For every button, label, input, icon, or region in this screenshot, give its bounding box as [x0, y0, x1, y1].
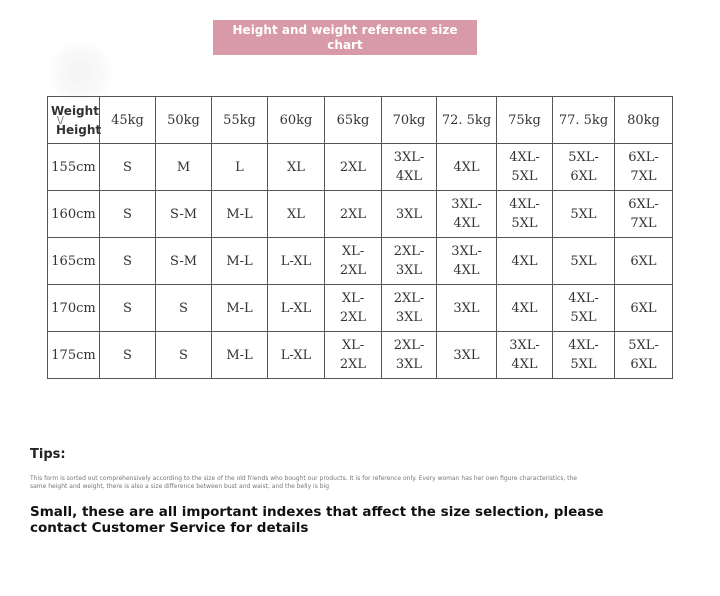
size-value: 3XL- 4XL — [393, 150, 425, 184]
size-cell — [382, 238, 437, 285]
size-value: M-L — [226, 206, 253, 222]
size-cell — [615, 332, 673, 379]
size-cell — [325, 191, 382, 238]
size-chart-table — [47, 96, 673, 379]
size-value: S — [123, 206, 132, 222]
size-value: 4XL — [511, 253, 538, 269]
size-cell — [212, 144, 268, 191]
size-value: S — [123, 300, 132, 316]
chart-title: Height and weight reference size chart — [232, 23, 458, 52]
size-cell — [497, 144, 553, 191]
size-cell — [100, 332, 156, 379]
size-value: XL- 2XL — [339, 338, 367, 372]
chart-title-banner — [213, 20, 477, 55]
weight-header-cell: 55kg — [212, 97, 268, 144]
size-value: 4XL — [453, 159, 480, 175]
header-row — [48, 97, 673, 144]
weight-header-cell: 65kg — [325, 97, 382, 144]
size-cell — [553, 144, 615, 191]
size-cell — [615, 191, 673, 238]
size-cell — [325, 238, 382, 285]
size-cell — [497, 332, 553, 379]
weight-header-cell: 75kg — [497, 97, 553, 144]
size-value: XL — [287, 206, 305, 222]
weight-header-cell: 45kg — [100, 97, 156, 144]
size-value: M — [176, 159, 191, 175]
size-cell — [497, 285, 553, 332]
size-value: 4XL — [511, 300, 538, 316]
height-label-cell: 160cm — [48, 191, 100, 238]
height-label-cell: 155cm — [48, 144, 100, 191]
weight-header-cell: 77. 5kg — [553, 97, 615, 144]
size-value: 3XL- 4XL — [451, 244, 482, 278]
weight-header-cell: 70kg — [382, 97, 437, 144]
size-value: 2XL- 3XL — [393, 244, 425, 278]
size-value: 6XL — [630, 253, 657, 269]
size-cell — [100, 285, 156, 332]
table-row — [48, 238, 673, 285]
size-cell — [553, 238, 615, 285]
size-value: M-L — [226, 300, 253, 316]
size-cell — [382, 285, 437, 332]
size-value: 6XL — [630, 300, 657, 316]
size-cell — [382, 144, 437, 191]
size-cell — [156, 144, 212, 191]
size-cell — [268, 332, 325, 379]
size-cell — [382, 332, 437, 379]
size-cell — [325, 144, 382, 191]
size-cell — [212, 332, 268, 379]
size-value: S-M — [169, 206, 198, 222]
size-value: 4XL- 5XL — [509, 197, 540, 231]
weight-header-cell: 60kg — [268, 97, 325, 144]
size-value: 2XL — [339, 159, 367, 175]
size-cell — [268, 238, 325, 285]
size-cell — [437, 285, 497, 332]
size-cell — [325, 332, 382, 379]
size-cell — [437, 191, 497, 238]
size-value: 5XL- 6XL — [628, 338, 659, 372]
size-cell — [437, 332, 497, 379]
table-row — [48, 191, 673, 238]
size-value: M-L — [226, 347, 253, 363]
size-value: 2XL- 3XL — [393, 338, 425, 372]
size-cell — [100, 238, 156, 285]
size-value: 4XL- 5XL — [509, 150, 540, 184]
decorative-halo — [44, 42, 118, 104]
size-cell — [268, 285, 325, 332]
corner-height-label: Height — [56, 122, 102, 137]
size-value: S — [123, 159, 132, 175]
size-value: XL — [287, 159, 305, 175]
tips-fine-print: This form is sorted out comprehensively according to the size of the old friends who bought our products. It is for reference only. Every woman has her own figure characteristics, the same height and weight, there is also a size difference between bust and waist, and the belly is big — [30, 475, 578, 490]
size-cell — [615, 238, 673, 285]
size-cell — [212, 238, 268, 285]
tips-title: Tips: — [30, 447, 66, 462]
size-value: 6XL- 7XL — [628, 197, 659, 231]
size-value: 4XL- 5XL — [568, 291, 599, 325]
corner-weight-label: Weight — [51, 103, 99, 118]
size-cell — [156, 285, 212, 332]
corner-header-cell — [48, 97, 100, 144]
size-value: 3XL — [453, 300, 480, 316]
size-value: 3XL- 4XL — [451, 197, 482, 231]
size-cell — [615, 144, 673, 191]
table-row — [48, 144, 673, 191]
size-value: S — [123, 253, 132, 269]
size-cell — [268, 144, 325, 191]
size-cell — [553, 332, 615, 379]
size-value: 3XL — [453, 347, 480, 363]
size-value: M-L — [226, 253, 253, 269]
size-value: 5XL- 6XL — [568, 150, 599, 184]
size-value: S — [179, 300, 188, 316]
height-label-cell: 175cm — [48, 332, 100, 379]
size-cell — [437, 238, 497, 285]
height-label-cell: 170cm — [48, 285, 100, 332]
size-value: XL- 2XL — [339, 291, 367, 325]
size-cell — [212, 285, 268, 332]
size-value: 5XL — [570, 206, 597, 222]
height-label-cell: 165cm — [48, 238, 100, 285]
size-cell — [156, 238, 212, 285]
size-table-body — [48, 144, 673, 379]
weight-header-cell: 50kg — [156, 97, 212, 144]
size-cell — [156, 332, 212, 379]
size-value: L — [235, 159, 244, 175]
size-value: 4XL- 5XL — [568, 338, 599, 372]
tips-main-text: Small, these are all important indexes that affect the size selection, please contact Customer Service for details — [30, 504, 604, 536]
size-value: S-M — [169, 253, 198, 269]
size-cell — [100, 144, 156, 191]
size-value: 5XL — [570, 253, 597, 269]
size-value: XL- 2XL — [339, 244, 367, 278]
size-cell — [437, 144, 497, 191]
size-value: S — [123, 347, 132, 363]
size-cell — [497, 191, 553, 238]
size-cell — [156, 191, 212, 238]
size-cell — [325, 285, 382, 332]
size-value: 6XL- 7XL — [628, 150, 659, 184]
table-row — [48, 285, 673, 332]
size-value: 3XL — [395, 206, 423, 222]
weight-header-cell: 80kg — [615, 97, 673, 144]
corner-slash: \/ — [57, 114, 64, 126]
size-cell — [497, 238, 553, 285]
size-cell — [615, 285, 673, 332]
size-value: L-XL — [280, 347, 312, 363]
size-cell — [268, 191, 325, 238]
table-row — [48, 332, 673, 379]
size-value: 3XL- 4XL — [509, 338, 540, 372]
size-cell — [382, 191, 437, 238]
size-cell — [553, 191, 615, 238]
weight-header-cell: 72. 5kg — [437, 97, 497, 144]
size-cell — [212, 191, 268, 238]
size-cell — [553, 285, 615, 332]
size-value: L-XL — [280, 253, 312, 269]
size-value: L-XL — [280, 300, 312, 316]
size-value: 2XL — [339, 206, 367, 222]
size-value: S — [179, 347, 188, 363]
size-value: 2XL- 3XL — [393, 291, 425, 325]
size-cell — [100, 191, 156, 238]
